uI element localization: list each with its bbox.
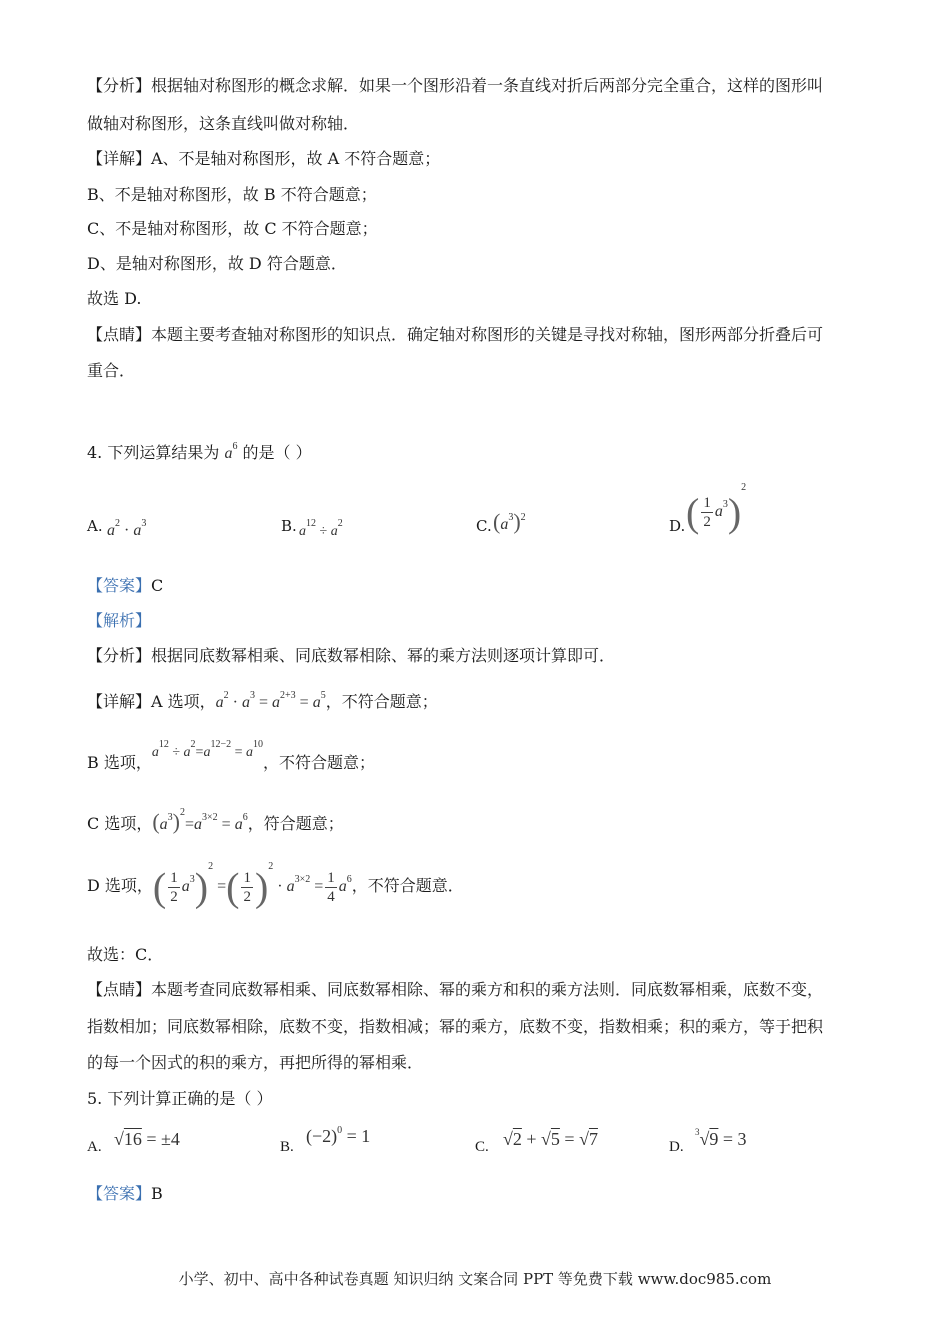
q4-detail-d-expr: ( $\frac{1}{2}$ $a^3)^2$ =( $\frac{1}{2}$ )$^2 \cdot a^{3\times 2}$ = $\frac{1}{4}$ $a^6$ bbox=[152, 861, 352, 910]
q4-option-a-expr: $a^2 \cdot a^3$ bbox=[107, 518, 147, 539]
q4-option-b-label: B. bbox=[281, 517, 297, 535]
q4-comment-2: 指数相加；同底数幂相除，底数不变，指数相减；幂的乘方，底数不变，指数相乘；积的乘方，等于把积 bbox=[87, 1017, 824, 1036]
q5-option-b-label: B. bbox=[280, 1139, 294, 1155]
q5-option-b-expr: $(-2)^0 = 1$ bbox=[306, 1125, 371, 1146]
detail-a: 【详解】A、不是轴对称图形，故 A 不符合题意； bbox=[87, 149, 441, 168]
q4-analysis: 【分析】根据同底数幂相乘、同底数幂相除、幂的乘方法则逐项计算即可． bbox=[87, 646, 616, 665]
q4-choice: 故选：C． bbox=[87, 945, 164, 964]
answer-value: C bbox=[151, 576, 164, 595]
q4-jiexi: 【解析】 bbox=[87, 611, 152, 630]
q4-target-expr: $a^6$ bbox=[224, 441, 238, 462]
q4-detail-b-suffix: ，不符合题意； bbox=[263, 753, 376, 772]
q4-detail-d bbox=[87, 854, 464, 919]
q4-comment-3: 的每一个因式的积的乘方，再把所得的幂相乘． bbox=[87, 1053, 424, 1072]
q4-detail-d-suffix: ，不符合题意． bbox=[351, 876, 464, 895]
q5-option-a-label: A. bbox=[87, 1139, 102, 1155]
analysis-line-2: 做轴对称图形，这条直线叫做对称轴． bbox=[87, 114, 360, 133]
q5-option-d-label: D. bbox=[669, 1139, 684, 1155]
answer-tag: 【答案】 bbox=[87, 576, 152, 595]
q4-option-c-expr: $(a^3)^2$ bbox=[493, 509, 526, 534]
q4-option-d-label: D. bbox=[669, 517, 686, 535]
q5-stem: 5. 下列计算正确的是（ ） bbox=[87, 1089, 273, 1108]
q4-option-d-expr: ( $\frac{1}{2}$ $a^3)^2$ bbox=[686, 482, 747, 535]
answer-value: B bbox=[151, 1184, 163, 1203]
q4-detail-c-expr: $(a^3)^2=a^{3\times 2} = a^6$ bbox=[152, 807, 248, 834]
page-footer: 小学、初中、高中各种试卷真题 知识归纳 文案合同 PPT 等免费下载 www.doc985.com bbox=[178, 1270, 772, 1288]
answer-tag: 【答案】 bbox=[87, 1184, 152, 1203]
q4-detail-c-suffix: ，符合题意； bbox=[247, 814, 344, 833]
q4-detail-a bbox=[87, 691, 438, 714]
comment-line-1: 【点睛】本题主要考查轴对称图形的知识点．确定轴对称图形的关键是寻找对称轴，图形两部分折叠后可 bbox=[87, 325, 824, 344]
q4-stem-before: 4. 下列运算结果为 bbox=[87, 443, 220, 462]
q5-answer bbox=[87, 1183, 163, 1205]
comment-line-2: 重合． bbox=[87, 361, 136, 380]
q4-detail-a-suffix: ，不符合题意； bbox=[325, 692, 438, 711]
choice-q3: 故选 D. bbox=[87, 289, 142, 308]
q5-option-c-label: C. bbox=[475, 1139, 489, 1155]
q5-option-a-expr: √16 = ±4 bbox=[114, 1129, 180, 1149]
q4-detail-b bbox=[87, 739, 376, 776]
q4-detail-c-prefix: C 选项， bbox=[87, 814, 153, 833]
q4-option-b-expr: $a^{12} \div a^2$ bbox=[299, 518, 343, 539]
q4-option-c-label: C. bbox=[476, 517, 492, 535]
q5-option-d-expr: $^3$√9 = 3 bbox=[695, 1127, 747, 1149]
detail-c: C、不是轴对称图形，故 C 不符合题意； bbox=[87, 219, 378, 238]
analysis-line-1: 【分析】根据轴对称图形的概念求解．如果一个图形沿着一条直线对折后两部分完全重合，这样的图形叫 bbox=[87, 76, 824, 95]
q4-answer bbox=[87, 575, 163, 597]
detail-d: D、是轴对称图形，故 D 符合题意． bbox=[87, 254, 347, 273]
q4-detail-b-expr: $a^{12} \div a^2=a^{12-2} = a^{10}$ bbox=[151, 739, 263, 760]
q4-comment-1: 【点睛】本题考查同底数幂相乘、同底数幂相除、幂的乘方和积的乘方法则．同底数幂相乘，底数不变， bbox=[87, 980, 824, 999]
detail-b: B、不是轴对称图形，故 B 不符合题意； bbox=[87, 185, 377, 204]
q4-stem bbox=[87, 442, 312, 465]
q4-detail-a-prefix: 【详解】A 选项， bbox=[87, 692, 216, 711]
q4-option-a-label: A. bbox=[87, 517, 103, 535]
q4-detail-d-prefix: D 选项， bbox=[87, 876, 153, 895]
q5-option-c-expr: √2 + √5 = √7 bbox=[503, 1129, 598, 1149]
q4-stem-after: 的是（ ） bbox=[242, 443, 312, 462]
q4-detail-b-prefix: B 选项， bbox=[87, 753, 152, 772]
q4-detail-c bbox=[87, 807, 344, 836]
q4-detail-a-expr: $a^2 \cdot a^3 = a^{2+3} = a^5$ bbox=[215, 690, 326, 711]
